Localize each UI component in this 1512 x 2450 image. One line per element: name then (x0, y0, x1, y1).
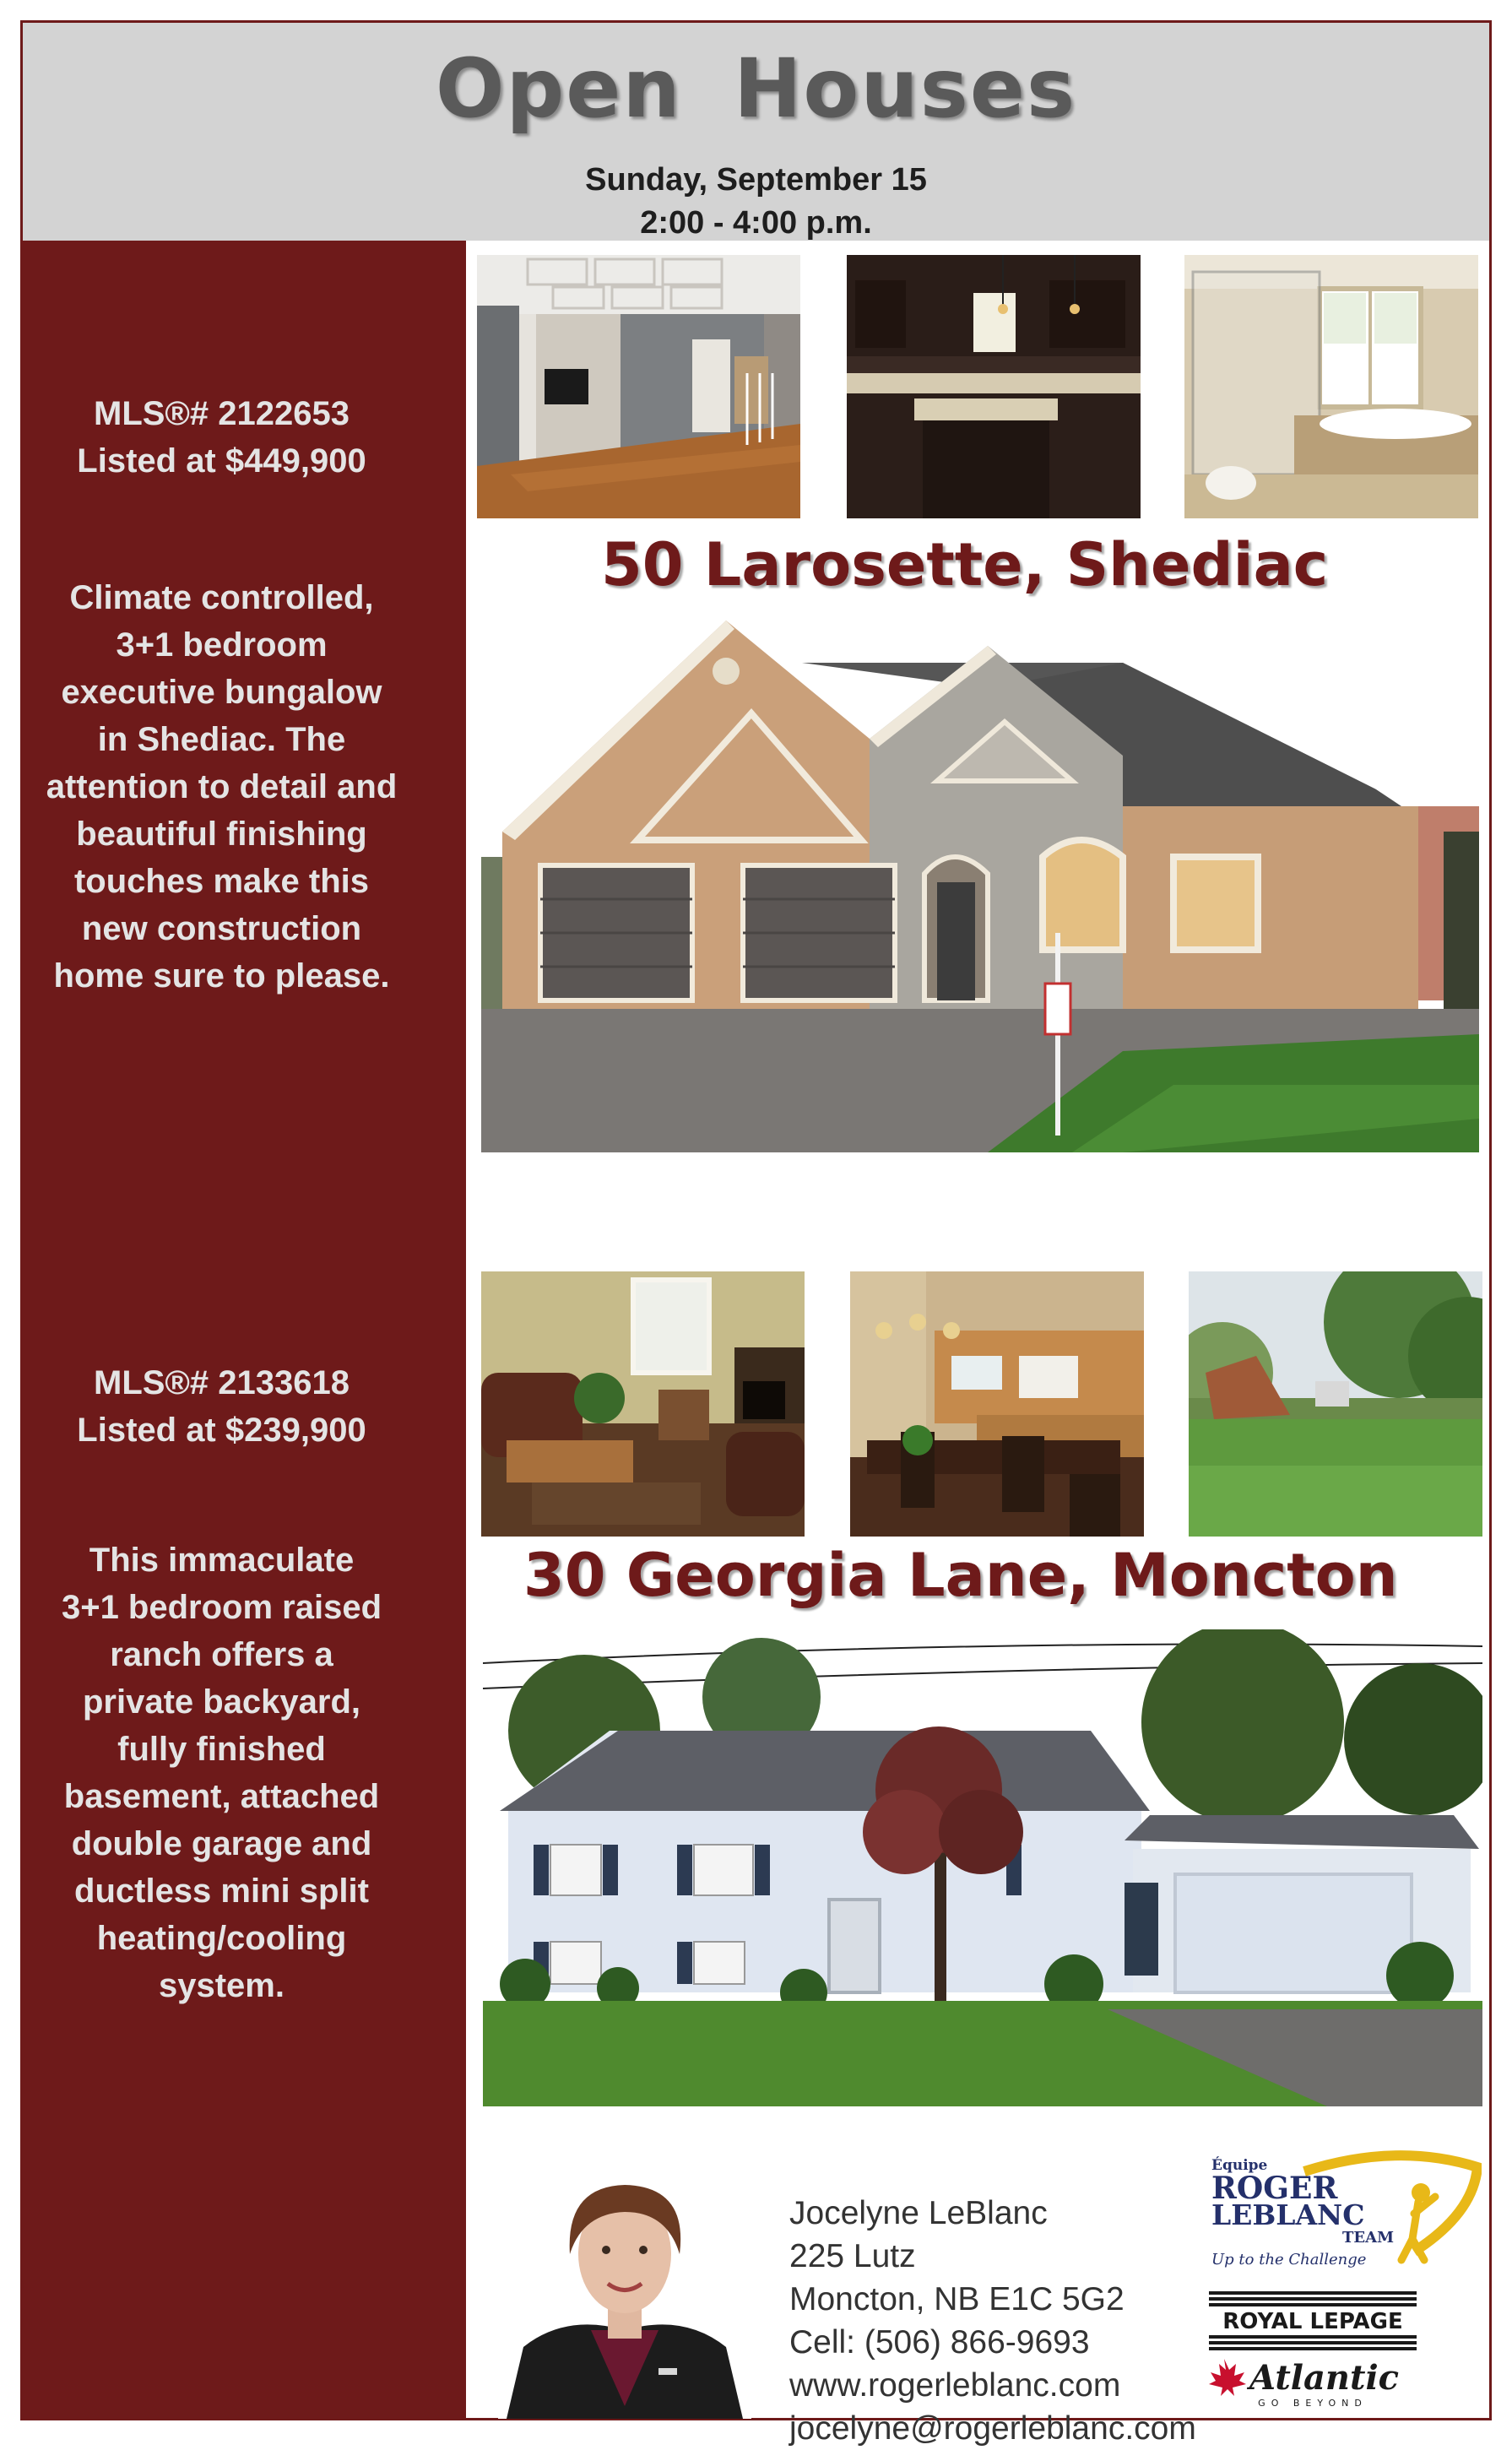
listing-2-description (0, 1537, 443, 2009)
description-line: basement, attached (63, 1778, 380, 1815)
listing-1-mls-block (0, 390, 443, 485)
listing-2-dining-room-photo (850, 1271, 1144, 1537)
description-line: ductless mini split (74, 1873, 369, 1910)
listing-2-price: Listed at $239,900 (77, 1412, 366, 1449)
description-line: system. (159, 1967, 285, 2004)
team-tagline: Up to the Challenge (1211, 2251, 1367, 2268)
agent-contact-block (789, 2192, 1196, 2450)
listing-1-title: 50 Larosette, Shediac (601, 530, 1329, 599)
description-line: fully finished (117, 1731, 326, 1768)
description-line: ranch offers a (110, 1636, 333, 1673)
brand-region: Atlantic (1249, 2358, 1400, 2398)
listing-1-bathroom-photo (1184, 255, 1478, 518)
listing-1-description (0, 574, 443, 1000)
team-word: TEAM (1342, 2229, 1395, 2247)
agent-name: Jocelyne LeBlanc (789, 2195, 1048, 2231)
team-name-2: LEBLANC (1211, 2198, 1365, 2231)
team-pre-label: Équipe (1211, 2157, 1268, 2174)
listing-1-living-room-photo (477, 255, 800, 518)
agent-address-line-1: 225 Lutz (789, 2238, 916, 2274)
sidebar (23, 241, 466, 2419)
header-band (23, 23, 1489, 241)
description-line: attention to detail and (46, 768, 398, 805)
listing-1-price: Listed at $449,900 (77, 442, 366, 480)
agent-cell: Cell: (506) 866-9693 (789, 2324, 1090, 2361)
listing-2-mls-block (0, 1359, 443, 1454)
description-line: home sure to please. (53, 957, 390, 995)
royal-lepage-atlantic-logo (1207, 2290, 1418, 2408)
agent-address-line-2: Moncton, NB E1C 5G2 (789, 2281, 1125, 2317)
description-line: Climate controlled, (69, 579, 374, 616)
listing-1-house-photo (481, 612, 1479, 1152)
listing-2-title: 30 Georgia Lane, Moncton (523, 1541, 1398, 1610)
brand-tagline: GO BEYOND (1258, 2398, 1368, 2408)
event-date: Sunday, September 15 (585, 162, 927, 198)
listing-2-backyard-photo (1189, 1271, 1482, 1537)
description-line: double garage and (71, 1825, 372, 1862)
description-line: private backyard, (82, 1683, 361, 1721)
listing-2-mls: MLS®# 2133618 (94, 1364, 350, 1401)
team-name-1: ROGER (1211, 2171, 1338, 2206)
page-title: Open Houses (435, 41, 1077, 136)
agent-website-link[interactable]: www.rogerleblanc.com (789, 2367, 1121, 2404)
listing-2-living-room-photo (481, 1271, 805, 1537)
description-line: new construction (81, 910, 362, 947)
description-line: executive bungalow (61, 674, 382, 711)
description-line: beautiful finishing (76, 816, 367, 853)
description-line: 3+1 bedroom raised (61, 1589, 382, 1626)
listing-1-mls: MLS®# 2122653 (94, 395, 350, 432)
description-line: 3+1 bedroom (116, 626, 328, 664)
listing-2-house-photo (483, 1629, 1482, 2106)
agent-portrait (498, 2161, 751, 2419)
agent-email-link[interactable]: jocelyne@rogerleblanc.com (789, 2410, 1196, 2447)
description-line: heating/cooling (96, 1920, 347, 1957)
roger-leblanc-team-logo (1203, 2146, 1482, 2273)
description-line: This immaculate (89, 1542, 355, 1579)
event-time: 2:00 - 4:00 p.m. (640, 205, 872, 241)
description-line: touches make this (73, 863, 369, 900)
description-line: in Shediac. The (97, 721, 346, 758)
brand-name: ROYAL LEPAGE (1222, 2309, 1403, 2334)
listing-1-kitchen-photo (847, 255, 1141, 518)
